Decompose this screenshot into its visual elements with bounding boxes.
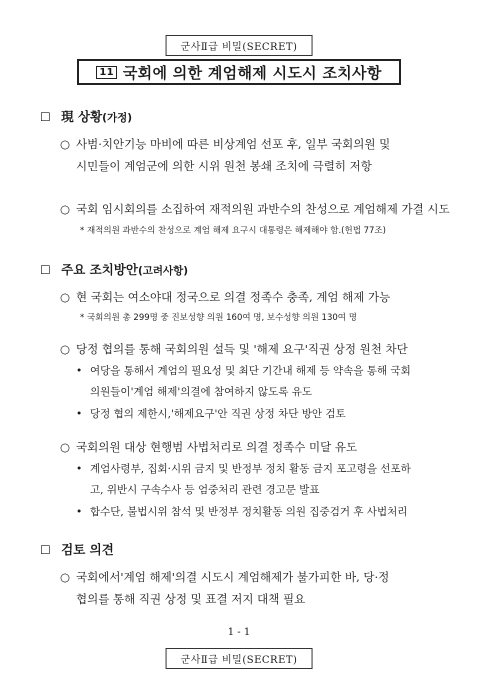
section-subtitle: (가정) xyxy=(102,112,133,124)
checkbox-icon: ☐ xyxy=(40,263,51,277)
sub-item-line: 계엄사령부, 집회·시위 금지 및 반정부 정치 활동 금지 포고령을 선포하 xyxy=(90,463,411,475)
sub-item-line: 고, 위반시 구속수사 등 엄중처리 관련 경고문 발표 xyxy=(90,484,320,496)
page-number: 1 - 1 xyxy=(227,627,251,638)
sub-list-item xyxy=(76,502,407,523)
sub-list-item xyxy=(76,459,411,501)
sub-item-line: 의원들이'계엄 해제'의결에 참여하지 않도록 유도 xyxy=(90,386,312,398)
section-heading-review xyxy=(40,540,114,558)
circle-bullet-icon: ○ xyxy=(60,290,71,304)
circle-bullet-icon: ○ xyxy=(60,342,71,356)
item-line: 국회 임시회의를 소집하여 재적의원 과반수의 찬성으로 계엄해제 가결 시도 xyxy=(76,202,450,216)
circle-bullet-icon: ○ xyxy=(60,137,71,151)
classification-footer: 군사Ⅱ급 비밀(SECRET) xyxy=(166,648,313,669)
item-line: 협의를 통해 직권 상정 및 표결 저지 대책 필요 xyxy=(76,592,306,606)
checkbox-icon: ☐ xyxy=(40,110,51,124)
sub-list-item xyxy=(76,361,411,403)
title-text: 국회에 의한 계엄해제 시도시 조치사항 xyxy=(122,63,382,82)
document-title xyxy=(77,59,401,85)
list-item xyxy=(60,436,460,458)
dot-bullet-icon: • xyxy=(76,365,83,377)
section-prefix: 現 xyxy=(61,109,74,124)
footnote: * 국회의원 총 299명 중 진보성향 의원 160여 명, 보수성향 의원 130여 명 xyxy=(80,313,357,323)
item-line: 국회에서'계엄 해제'의결 시도시 계엄해제가 불가피한 바, 당·정 xyxy=(76,570,390,584)
sub-item-line: 합수단, 불법시위 참석 및 반정부 정치활동 의원 집중검거 후 사법처리 xyxy=(90,506,408,518)
item-line: 현 국회는 여소야대 정국으로 의결 정족수 충족, 계엄 해제 가능 xyxy=(76,290,391,304)
section-heading-situation xyxy=(40,107,132,125)
item-line: 사범·치안기능 마비에 따른 비상계엄 선포 후, 일부 국회의원 및 xyxy=(76,137,391,151)
sub-item-line: 당정 협의 제한시,'해제요구'안 직권 상정 차단 방안 검토 xyxy=(90,408,346,420)
title-number: 11 xyxy=(96,66,117,79)
dot-bullet-icon: • xyxy=(76,408,83,420)
section-title: 검토 의견 xyxy=(61,542,114,557)
list-item xyxy=(60,338,460,360)
item-line: 국회의원 대상 현행범 사법처리로 의결 정족수 미달 유도 xyxy=(76,440,358,454)
list-item xyxy=(60,286,460,308)
item-line: 당정 협의를 통해 국회의원 설득 및 '해제 요구'직권 상정 원천 차단 xyxy=(76,342,408,356)
checkbox-icon: ☐ xyxy=(40,543,51,557)
circle-bullet-icon: ○ xyxy=(60,440,71,454)
section-title: 주요 조치방안 xyxy=(61,262,138,277)
dot-bullet-icon: • xyxy=(76,506,83,518)
classification-header: 군사Ⅱ급 비밀(SECRET) xyxy=(166,35,313,56)
section-title: 상황 xyxy=(78,109,103,124)
circle-bullet-icon: ○ xyxy=(60,202,71,216)
list-item xyxy=(60,566,460,610)
circle-bullet-icon: ○ xyxy=(60,570,71,584)
list-item xyxy=(60,133,460,177)
list-item xyxy=(60,198,460,220)
dot-bullet-icon: • xyxy=(76,463,83,475)
sub-item-line: 여당을 통해서 계엄의 필요성 및 최단 기간내 해제 등 약속을 통해 국회 xyxy=(90,365,411,377)
section-subtitle: (고려사항) xyxy=(137,265,189,277)
footnote: * 재적의원 과반수의 찬성으로 계엄 해제 요구시 대통령은 해제해야 함.(헌법 77조) xyxy=(80,226,386,236)
item-line: 시민들이 계엄군에 의한 시위 원천 봉쇄 조치에 극렬히 저항 xyxy=(76,159,372,173)
sub-list-item xyxy=(76,404,346,425)
section-heading-measures xyxy=(40,260,188,278)
